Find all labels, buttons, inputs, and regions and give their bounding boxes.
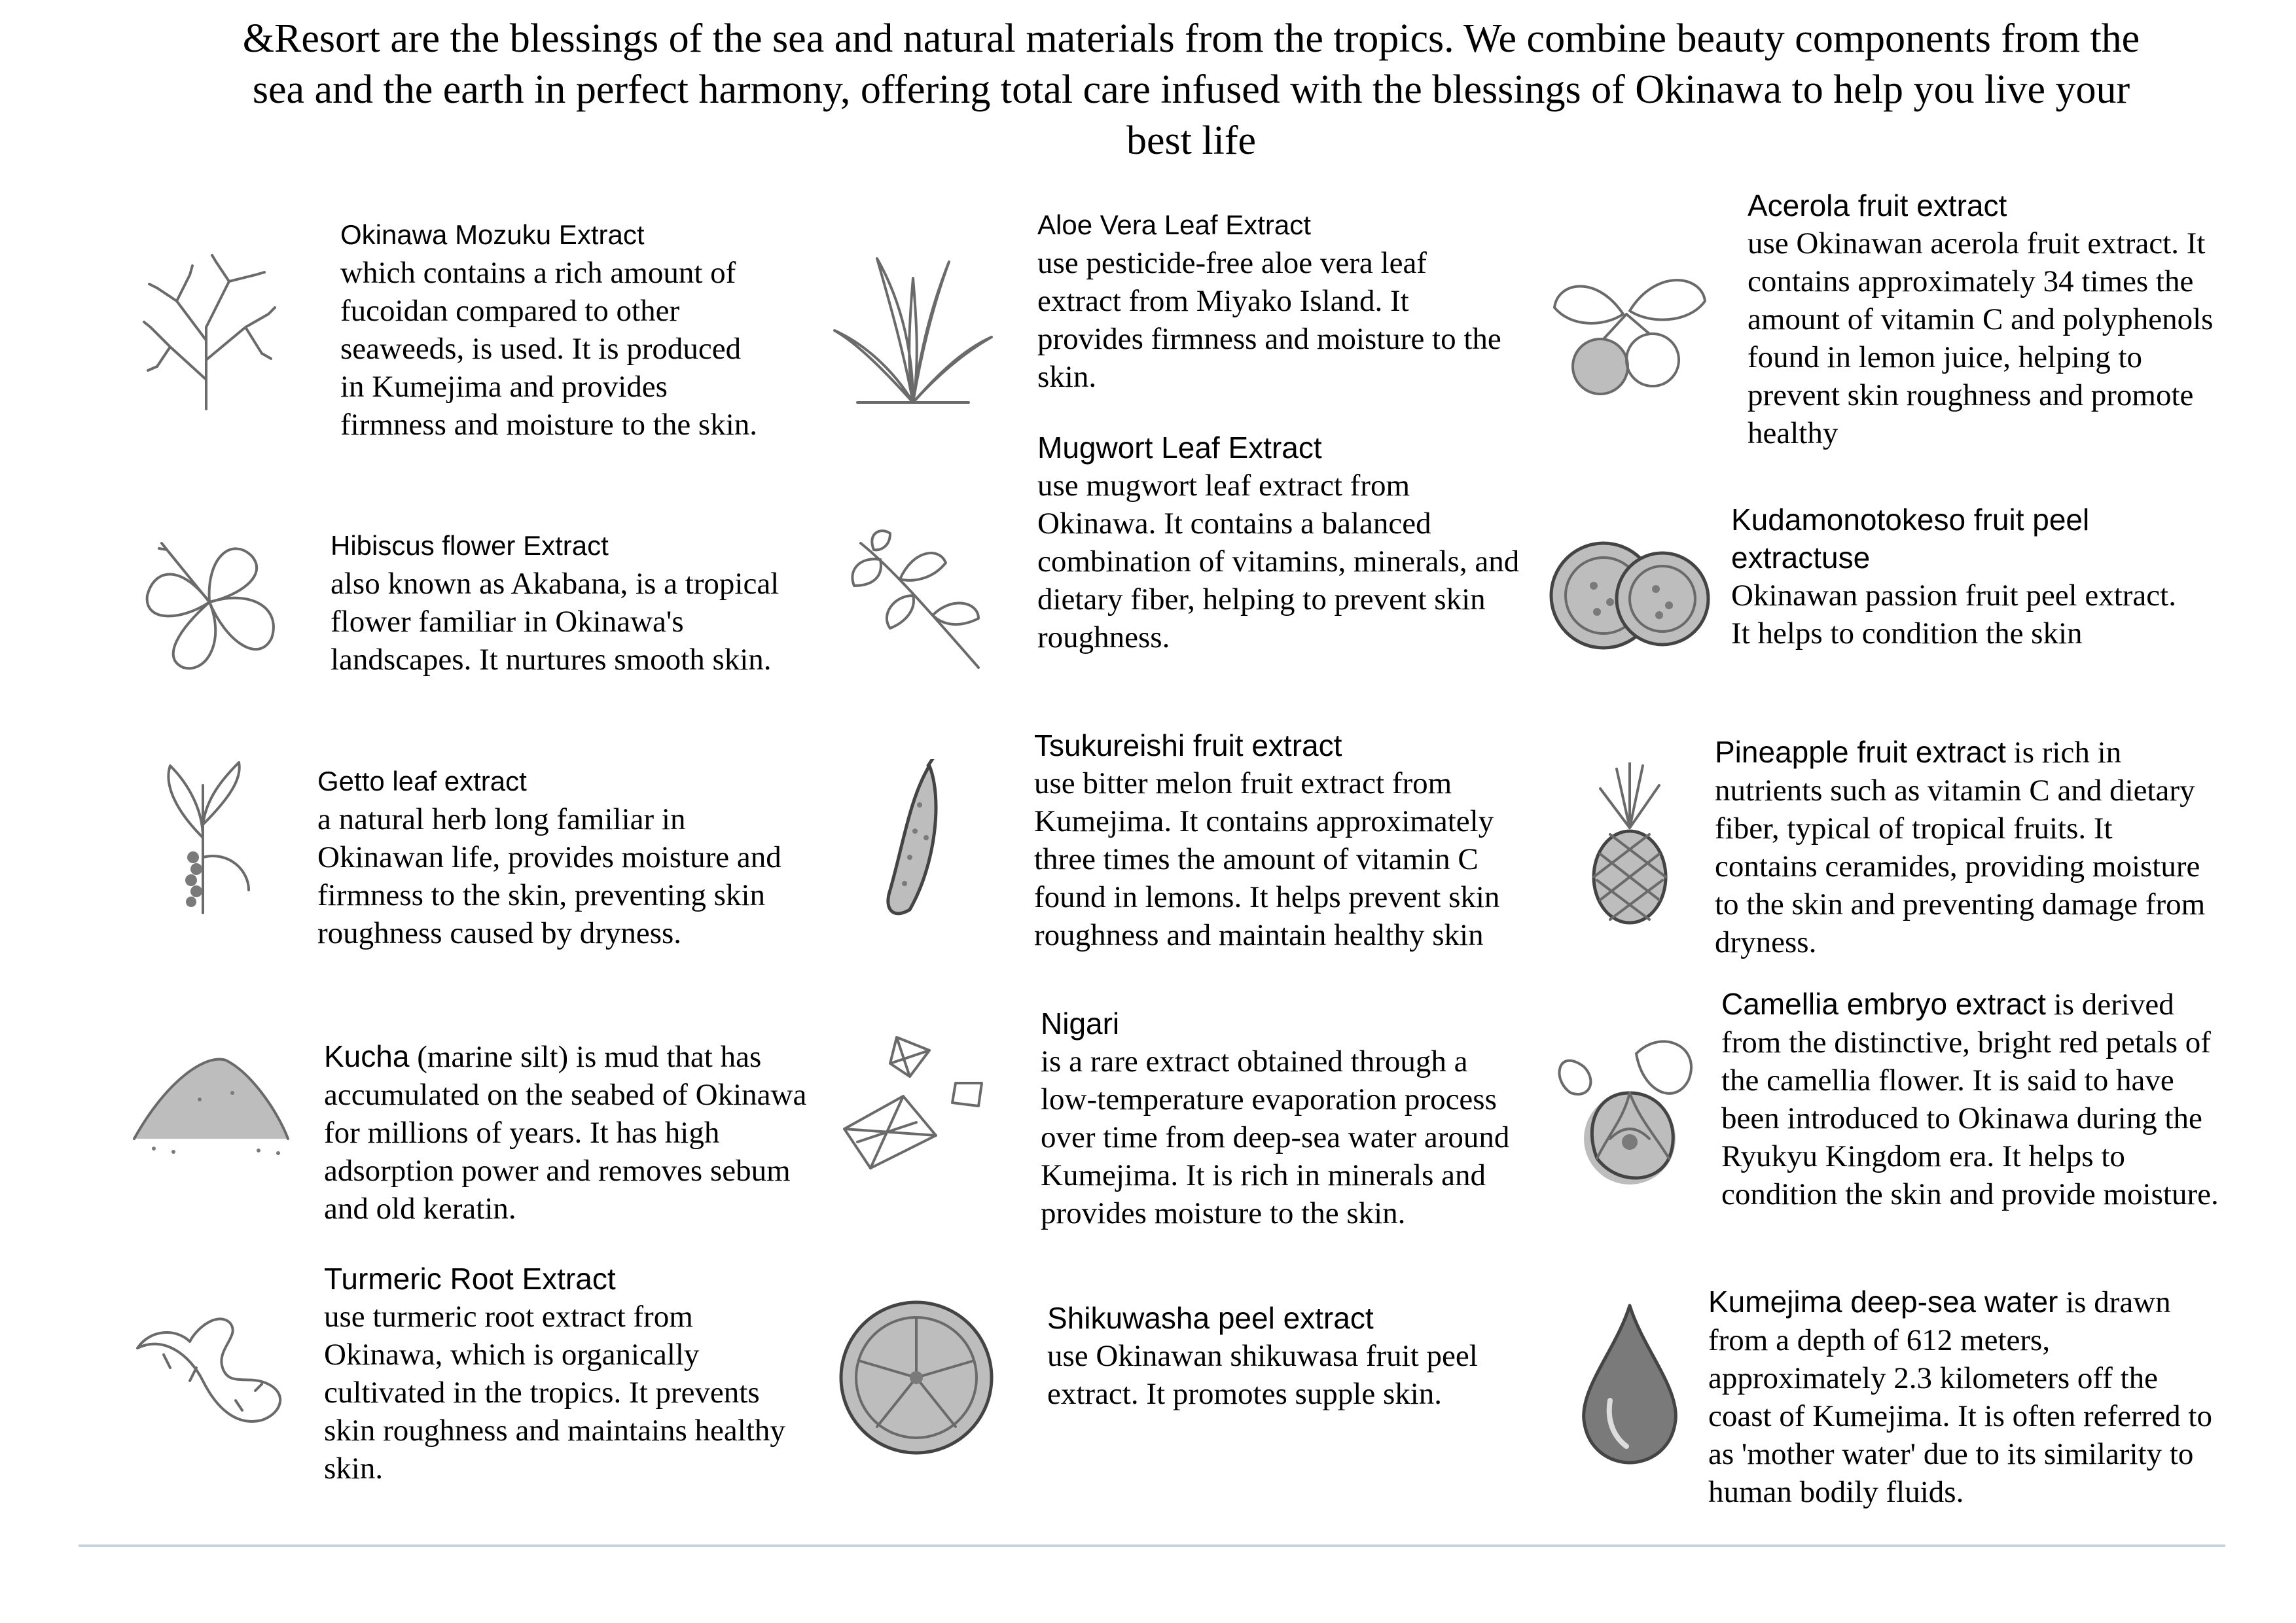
footer-divider <box>79 1544 2225 1547</box>
ingredient-name: Okinawa Mozuku Extract <box>340 219 645 250</box>
ingredient-getto <box>317 762 802 952</box>
ingredient-kucha <box>324 1037 808 1228</box>
ingredient-name: Kucha <box>324 1039 410 1073</box>
ingredient-description: use Okinawan acerola fruit extract. It contains approximately 34 times the amount of vitamin C and polyphenols found in lemon juice, helping to prevent skin roughness and promote healthy <box>1748 226 2214 450</box>
passion-fruit-icon <box>1548 524 1712 661</box>
ingredient-pineapple <box>1715 733 2212 961</box>
turmeric-root-icon <box>124 1309 295 1440</box>
ingredient-description: use pesticide-free aloe vera leaf extract from Miyako Island. It provides firmness and moisture to the skin. <box>1037 246 1501 394</box>
ingredient-tsukureishi <box>1034 726 1545 954</box>
ingredient-nigari <box>1041 1005 1512 1232</box>
ingredient-description: is derived from the distinctive, bright red petals of the camellia flower. It is said to have been introduced to Okinawa during the Ryukyu Kingdom era. It helps to condition the skin and provide moisture. <box>1721 988 2219 1211</box>
ingredient-description: Okinawan passion fruit peel extract. It helps to condition the skin <box>1731 579 2176 651</box>
bitter-melon-icon <box>870 759 956 923</box>
ingredient-name: Nigari <box>1041 1007 1120 1041</box>
water-drop-icon <box>1571 1302 1689 1466</box>
ingredient-acerola <box>1748 187 2219 452</box>
ingredient-description: a natural herb long familiar in Okinawan life, provides moisture and firmness to the skin, preventing skin roughness caused by dryness. <box>317 802 781 950</box>
mugwort-icon <box>834 524 992 674</box>
ingredient-kudamono <box>1731 501 2202 652</box>
ingredient-description: also known as Akabana, is a tropical flower familiar in Okinawa's landscapes. It nurtures smooth skin. <box>331 567 780 677</box>
pineapple-icon <box>1577 762 1682 926</box>
mud-pile-icon <box>128 1041 291 1158</box>
ingredient-hibiscus <box>331 527 789 679</box>
ingredient-description: is rich in nutrients such as vitamin C and dietary fiber, typical of tropical fruits. It contains ceramides, providing moisture to the skin and preventing damage from dryness. <box>1715 736 2206 959</box>
intro-paragraph: &Resort are the blessings of the sea and natural materials from the tropics. We combine beauty components from the sea and the earth in perfect harmony, offering total care infused with the blessings of Okinawa to help you live your best life <box>242 16 2140 163</box>
ingredient-description: which contains a rich amount of fucoidan compared to other seaweeds, is used. It is produced in Kumejima and provides firmness and moisture to the skin. <box>340 256 758 442</box>
seaweed-icon <box>131 249 281 412</box>
ingredient-name: Shikuwasha peel extract <box>1047 1301 1374 1335</box>
ingredient-description: is drawn from a depth of 612 meters, approximately 2.3 kilometers off the coast of Kumejima. It is often referred to as 'mother water' due to its similarity to human bodily fluids. <box>1708 1285 2212 1509</box>
ingredient-name: Kudamonotokeso fruit peel extractuse <box>1731 503 2090 575</box>
ingredient-name: Kumejima deep-sea water <box>1708 1285 2058 1319</box>
acerola-icon <box>1545 262 1715 399</box>
aloe-icon <box>831 252 995 409</box>
ingredient-description: use turmeric root extract from Okinawa, which is organically cultivated in the tropics. It prevents skin roughness and maintains healthy skin. <box>324 1300 785 1486</box>
ingredient-description: is a rare extract obtained through a low-temperature evaporation process over time from deep-sea water around Kumejima. It is rich in minerals and provides moisture to the skin. <box>1041 1044 1510 1230</box>
ingredient-mozuku <box>340 216 759 444</box>
ingredient-name: Getto leaf extract <box>317 766 527 796</box>
ingredient-name: Tsukureishi fruit extract <box>1034 728 1342 762</box>
ingredient-mugwort <box>1037 429 1522 656</box>
ingredient-name: Turmeric Root Extract <box>324 1262 616 1296</box>
ingredient-camellia <box>1721 985 2219 1213</box>
ingredient-description: use mugwort leaf extract from Okinawa. It contains a balanced combination of vitamins, minerals, and dietary fiber, helping to prevent skin roughness. <box>1037 469 1520 654</box>
ingredient-name: Camellia embryo extract <box>1721 987 2046 1021</box>
ingredient-deepsea <box>1708 1283 2219 1511</box>
citrus-half-icon <box>831 1296 1001 1459</box>
ingredient-turmeric <box>324 1260 795 1488</box>
ingredient-description: use Okinawan shikuwasa fruit peel extract. It promotes supple skin. <box>1047 1339 1478 1411</box>
hibiscus-icon <box>128 524 291 681</box>
ingredient-description: use bitter melon fruit extract from Kumejima. It contains approximately three times the amount of vitamin C found in lemons. It helps prevent skin roughness and maintain healthy skin <box>1034 766 1500 952</box>
crystal-icon <box>831 1031 995 1181</box>
ingredient-name: Mugwort Leaf Extract <box>1037 431 1322 465</box>
ingredient-name: Aloe Vera Leaf Extract <box>1037 209 1311 240</box>
camellia-icon <box>1545 1027 1715 1198</box>
ingredient-name: Hibiscus flower Extract <box>331 530 609 561</box>
ingredient-name: Pineapple fruit extract <box>1715 735 2006 769</box>
ingredient-name: Acerola fruit extract <box>1748 188 2007 223</box>
ingredient-shikuwasha <box>1047 1299 1518 1413</box>
ingredient-aloe <box>1037 206 1509 396</box>
getto-leaf-icon <box>151 759 255 916</box>
ingredient-description: (marine silt) is mud that has accumulated on the seabed of Okinawa for millions of years. It has high adsorption power and removes sebum and old keratin. <box>324 1040 807 1226</box>
